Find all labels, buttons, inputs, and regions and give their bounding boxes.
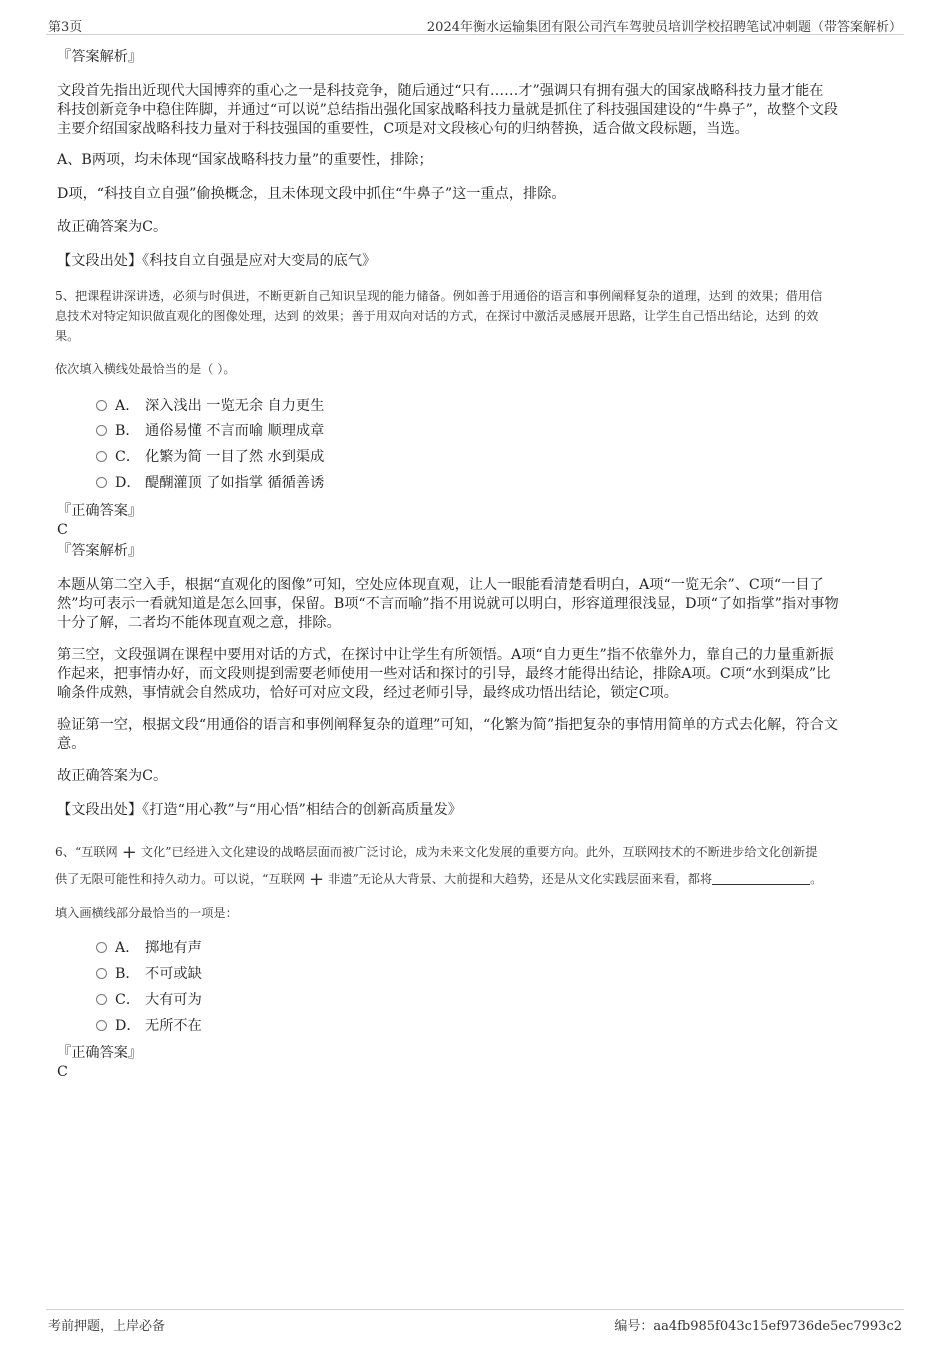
page-header [46,14,904,35]
q5-analysis-label: 『答案解析』 [57,543,143,559]
stem-text: 6、“互联网 [55,845,118,859]
plus-sign: + [308,869,325,890]
q5-option-c[interactable] [96,448,324,466]
plus-sign: + [121,842,137,863]
q6-prompt: 填入画横线部分最恰当的一项是： [55,906,238,920]
stem-text: 文化”已经进入文化建设的战略层面而被广泛讨论，成为未来文化发展的重要方向。此外，互联网技术的不断进步给文化创新提 [140,845,818,859]
text-line: 文段首先指出近现代大国博弈的重心之一是科技竞争，随后通过“只有……才”强调只有拥有强大的国家战略科技力量才能在 [57,83,824,99]
page-number: 第3页 [48,20,83,35]
stem-text: 非遗”无论从大背景、大前提和大趋势，还是从文化实践层面来看，都将 [328,872,713,886]
document-id: 编号：aa4fb985f043c15ef9736de5ec7993c2 [614,1319,902,1334]
text-line: 意。 [57,736,86,752]
option-text: 通俗易懂 不言而喻 顺理成章 [145,423,325,439]
option-text: 大有可为 [145,992,202,1008]
text-line: 5、把课程讲深讲透，必须与时俱进，不断更新自己知识呈现的能力储备。例如善于用通俗的语言和事例阐释复杂的道理，达到 的效果；借用信 [55,289,823,303]
radio-icon[interactable] [96,942,107,953]
q4-analysis-label: 『答案解析』 [57,49,143,65]
q6-answer-label: 『正确答案』 [57,1045,143,1061]
option-text: 醍醐灌顶 了如指掌 循循善诱 [145,475,325,491]
option-key: D． [115,475,141,491]
text-line: 喻条件成熟，事情就会自然成功，恰好可对应文段，经过老师引导，最终成功悟出结论，锁定C项。 [57,685,678,701]
q5-answer-label: 『正确答案』 [57,503,143,519]
q4-conclusion: 故正确答案为C。 [57,219,168,235]
q5-prompt: 依次填入横线处最恰当的是（ ）。 [55,362,236,376]
radio-icon[interactable] [96,477,107,488]
text-line: 作起来，把事情办好，而文段则提到需要老师使用一些对话和探讨的引导，最终才能得出结论，排除A项。C项“水到渠成”比 [57,666,831,682]
option-key: B． [115,966,140,982]
q5-source: 【文段出处】《打造“用心教”与“用心悟”相结合的创新高质量发》 [57,802,462,818]
text-line: 科技创新竞争中稳住阵脚，并通过“可以说”总结指出强化国家战略科技力量就是抓住了科技强国建设的“牛鼻子”，故整个文段 [57,102,838,118]
radio-icon[interactable] [96,451,107,462]
q6-answer: C [57,1064,68,1080]
q5-answer: C [57,522,68,538]
radio-icon[interactable] [96,994,107,1005]
option-key: A． [115,940,140,956]
radio-icon[interactable] [96,425,107,436]
q4-analysis-paragraph [57,82,895,139]
page-footer [46,1309,904,1334]
option-key: C． [115,992,141,1008]
q4-ab-analysis: A、B两项，均未体现“国家战略科技力量”的重要性，排除； [57,152,433,168]
option-key: D． [115,1018,141,1034]
stem-text: 。 [810,872,823,886]
text-line: 主要介绍国家战略科技力量对于科技强国的重要性，C项是对文段核心句的归纳替换，适合做文段标题，当选。 [57,121,749,137]
answer-blank [712,871,810,885]
q6-option-a[interactable] [96,939,202,957]
q6-stem-line-1 [55,842,895,863]
q4-d-analysis: D项，“科技自立自强”偷换概念，且未体现文段中抓住“牛鼻子”这一重点，排除。 [57,186,566,202]
option-text: 化繁为简 一目了然 水到渠成 [145,449,325,465]
text-line: 息技术对特定知识做直观化的图像处理，达到 的效果；善于用双向对话的方式，在探讨中激活灵感展开思路，让学生自己悟出结论，达到 的效 [55,309,819,323]
text-line: 本题从第二空入手，根据“直观化的图像”可知，空处应体现直观，让人一眼能看清楚看明白，A项“一览无余”、C项“一目了 [57,577,824,593]
footer-slogan: 考前押题，上岸必备 [48,1319,166,1334]
q6-option-d[interactable] [96,1017,202,1035]
q5-conclusion: 故正确答案为C。 [57,768,168,784]
option-text: 掷地有声 [145,940,202,956]
text-line: 第三空，文段强调在课程中要用对话的方式，在探讨中让学生有所领悟。A项“自力更生”指不依靠外力，靠自己的力量重新振 [57,647,834,663]
text-line: 果。 [55,329,80,343]
option-text: 无所不在 [145,1018,202,1034]
text-line: 十分了解，二者均不能体现直观之意，排除。 [57,615,341,631]
option-key: B． [115,423,140,439]
q5-analysis-p1 [57,576,895,633]
radio-icon[interactable] [96,400,107,411]
text-line: 验证第一空，根据文段“用通俗的语言和事例阐释复杂的道理”可知，“化繁为简”指把复杂的事情用简单的方式去化解，符合文 [57,717,838,733]
option-text: 深入浅出 一览无余 自力更生 [145,398,325,414]
q6-option-b[interactable] [96,965,202,983]
option-key: A． [115,398,140,414]
q5-option-d[interactable] [96,474,324,492]
document-title: 2024年衡水运输集团有限公司汽车驾驶员培训学校招聘笔试冲刺题（带答案解析） [426,20,902,35]
q6-option-c[interactable] [96,991,202,1009]
text-line: 然”均可表示一看就知道是怎么回事，保留。B项“不言而喻”指不用说就可以明白，形容道理很浅显，D项“了如指掌”指对事物 [57,596,839,612]
q5-analysis-p3 [57,716,895,754]
option-key: C． [115,449,141,465]
q5-option-a[interactable] [96,397,324,415]
q4-source: 【文段出处】《科技自立自强是应对大变局的底气》 [57,253,377,269]
stem-text: 供了无限可能性和持久动力。可以说，“互联网 [55,872,305,886]
q6-stem-line-2 [55,869,895,890]
radio-icon[interactable] [96,968,107,979]
radio-icon[interactable] [96,1020,107,1031]
option-text: 不可或缺 [145,966,202,982]
q5-analysis-p2 [57,646,895,703]
q5-stem [55,286,895,346]
q5-option-b[interactable] [96,422,324,440]
